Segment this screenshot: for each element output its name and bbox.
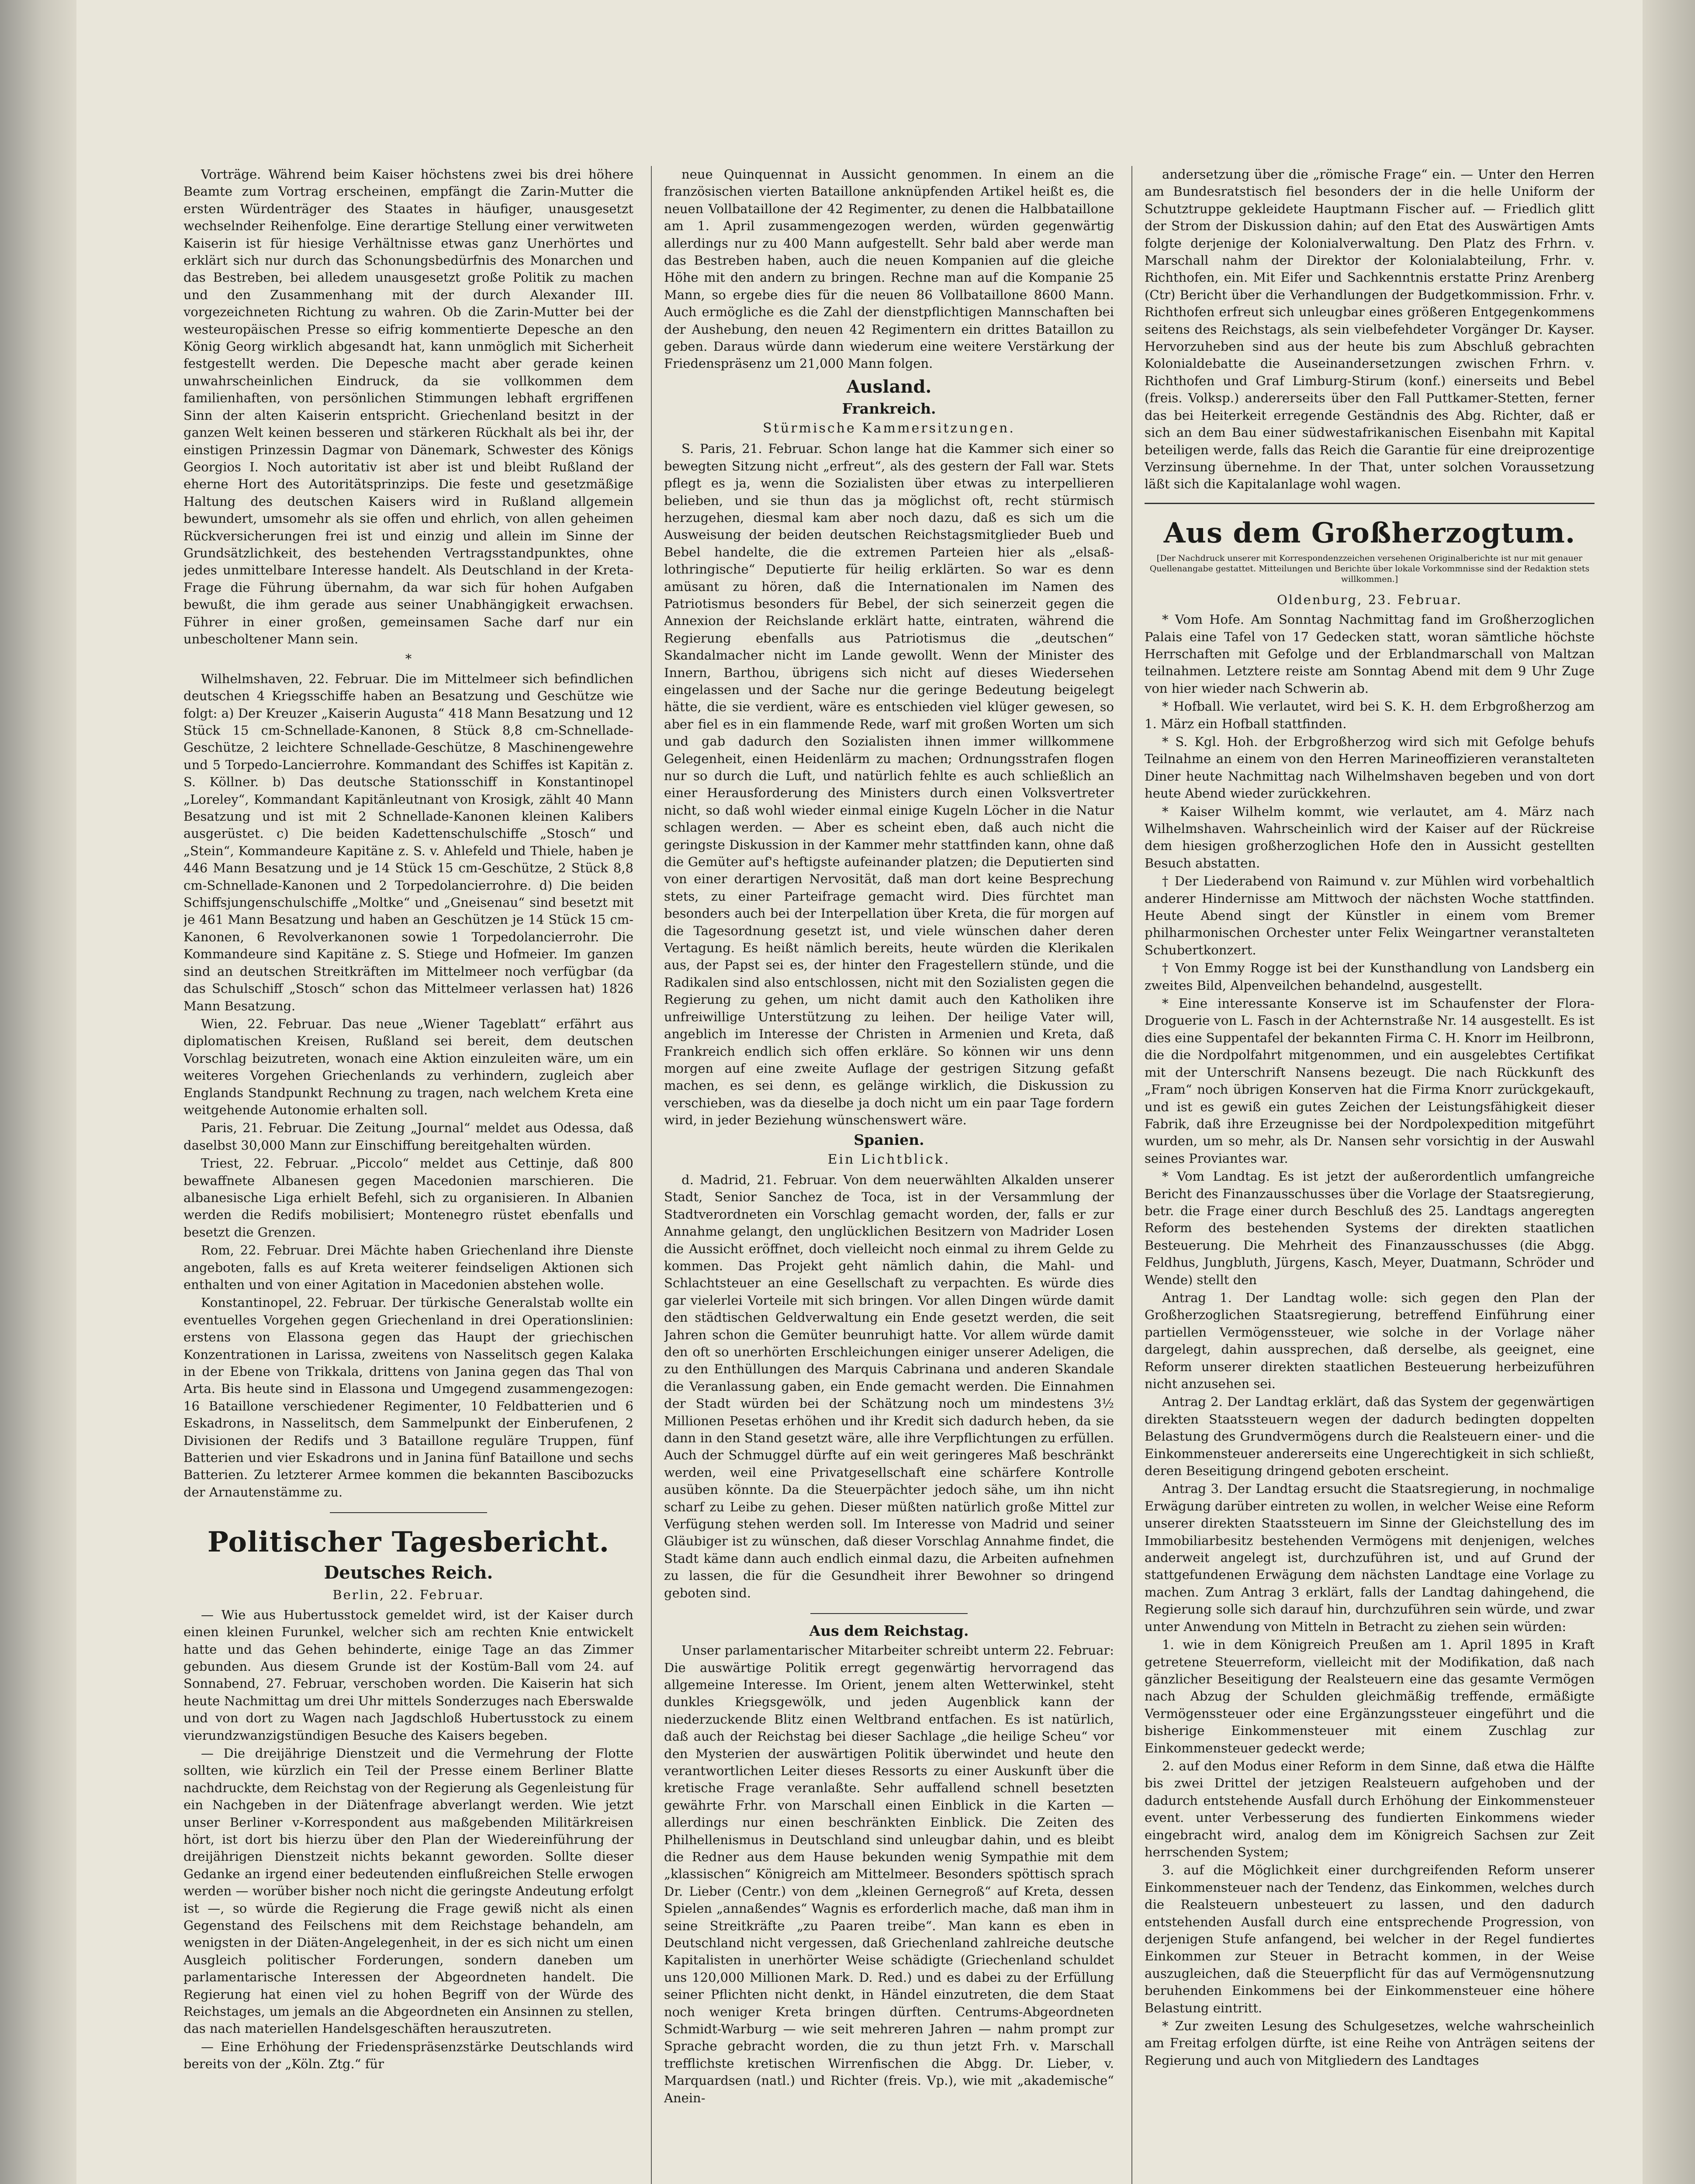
article-paragraph: 1. wie in dem Königreich Preußen am 1. April 1895 in Kraft getretene Steuerreform, vielleicht mit der Modifikation, daß nach gänzlicher Beseitigung der Realsteuern eine das gesamte Vermögen nach Abzug der Schulden gleichmäßig treffende, ermäßigte Vermögenssteuer oder eine Ergänzungssteuer eingeführt und die bisherige Einkommensteuer mit einem Zuschlag zur Einkommensteuer gedeckt werde; <box>1145 1637 1595 1755</box>
article-paragraph: Triest, 22. Februar. „Piccolo“ meldet aus Cettinje, daß 800 bewaffnete Albanesen gegen Macedonien marschieren. Die albanesische Liga erhielt Befehl, sich zu organisieren. In Albanien werden die Redifs mobilisiert; Montenegro rüstet ebenfalls und besetzt die Grenzen. <box>183 1156 633 1240</box>
article-paragraph: * Vom Hofe. Am Sonntag Nachmittag fand im Großherzoglichen Palais eine Tafel von 17 Gedecken statt, woran sämtliche höchste Herrschaften mit Gefolge und der Erblandmarschall von Maltzan teilnahmen. Letztere reiste am Sonntag Abend mit dem 9 Uhr Zuge von hier wieder nach Schwerin ab. <box>1145 612 1595 696</box>
article-headline: Ein Lichtblick. <box>827 1151 951 1167</box>
column-rule <box>1131 166 1132 2184</box>
section-heading: Politischer Tagesbericht. <box>207 1526 610 1559</box>
section-heading-reichstag: Aus dem Reichstag. <box>809 1622 969 1640</box>
article-headline: Stürmische Kammersitzungen. <box>763 420 1015 436</box>
article-paragraph: — Wie aus Hubertusstock gemeldet wird, ist der Kaiser durch einen kleinen Furunkel, welcher sich am rechten Knie entwickelt hatte und das Gehen behinderte, einige Tage an das Zimmer gebunden. Aus diesem Grunde ist der Kostüm-Ball vom 24. auf Sonnabend, 27. Februar, verschoben worden. Die Kaiserin hat sich heute Nachmittag um drei Uhr mittels Sonderzuges nach Eberswalde und von dort zu Wagen nach Jagdschloß Hubertusstock zu einem vierundzwanzigstündigen Besuche des Kaisers begeben. <box>183 1607 633 1743</box>
article-paragraph: Rom, 22. Februar. Drei Mächte haben Griechenland ihre Dienste angeboten, falls es auf Kreta weiterer feindseligen Aktionen sich enthalten und von einer Agitation in Macedonien abstehen wolle. <box>183 1243 633 1292</box>
subsection-heading-spanien: Spanien. <box>854 1131 924 1148</box>
article-paragraph: 2. auf den Modus einer Reform in dem Sinne, daß etwa die Hälfte bis zwei Drittel der jetzigen Realsteuern aufgehoben und der dadurch entstehende Ausfall durch Erhöhung der Einkommensteuer event. unter Verbesserung des fundierten Einkommens wieder eingebracht wird, analog dem im Königreich Sachsen zur Zeit herrschenden System; <box>1145 1758 1595 1859</box>
page-edge <box>1643 0 1695 2184</box>
column-middle <box>664 166 1114 2184</box>
article-paragraph: Konstantinopel, 22. Februar. Der türkische Generalstab wollte ein eventuelles Vorgehen gegen Griechenland in drei Operationslinien: erstens von Elassona gegen das Haupt der griechischen Konzentrationen in Larissa, zweitens von Nasselitsch gegen Kalaka in der Ebene von Trikkala, drittens von Janina gegen das Thal von Arta. Bis heute sind in Elassona und Umgegend zusammengezogen: 16 Bataillone verschiedener Regimenter, 10 Feldbatterien und 6 Eskadrons, in Nasselitsch, dem Sammelpunkt der Einberufenen, 2 Divisionen der Redifs und 3 Bataillone reguläre Truppen, fünf Batterien und vier Eskadrons und in Janina fünf Bataillone und sechs Batterien. Zu letzterer Armee kommen die bekannten Bascibozucks der Arnautenstämme zu. <box>183 1295 633 1500</box>
article-paragraph: Antrag 3. Der Landtag ersucht die Staatsregierung, in nochmalige Erwägung darüber eintreten zu wollen, in welcher Weise eine Reform unserer direkten Staatssteuern im Sinne der Gleichstellung des im Immobiliarbesitz bestehenden Vermögens mit denjenigen, welches anderweit angelegt ist, durchzuführen ist, und auf Grund der stattgefundenen Erwägung dem nächsten Landtage eine Vorlage zu machen. Zum Antrag 3 erklärt, falls der Landtag dahingehend, die Regierung solle sich darauf hin, durchzuführen sein würde, und zwar unter Anwendung von Mitteln in Betracht zu ziehen sein würden: <box>1145 1481 1595 1634</box>
book-binding-edge <box>0 0 76 2184</box>
article-paragraph: * Zur zweiten Lesung des Schulgesetzes, welche wahrscheinlich am Freitag erfolgen dürfte, ist eine Reihe von Anträgen seitens der Regierung und auch von Mitgliedern des Landtages <box>1145 2018 1595 2068</box>
subsection-heading-frankreich: Frankreich. <box>842 400 936 417</box>
article-paragraph: Unser parlamentarischer Mitarbeiter schreibt unterm 22. Februar: Die auswärtige Politik erregt gegenwärtig hervorragend das allgemeine Interesse. Im Orient, jenem alten Wetterwinkel, steht dunkles Kriegsgewölk, und jeden Augenblick kann der niederzuckende Blitz einen Weltbrand entfachen. Es ist natürlich, daß auch der Reichstag bei dieser Sachlage „die heilige Scheu“ vor den Mysterien der auswärtigen Politik überwindet und heute den verantwortlichen Leiter dieses Ressorts zu einer Auskunft über die kretische Frage veranlaßte. Sehr auffallend schnell besetzten gewährte Frhr. von Marschall einen Einblick in die Karten — allerdings nur einen beschränkten Einblick. Die Zeiten des Philhellenismus in Deutschland sind unleugbar dahin, und es bleibt die Redner aus dem Hause bekunden wenig Sympathie mit dem „klassischen“ Königreich am Mittelmeer. Besonders spöttisch sprach Dr. Lieber (Centr.) von dem „kleinen Gernegroß“ auf Kreta, dessen Spielen „annaßendes“ Wagnis es erforderlich mache, daß man ihm in seine Streitkräfte „zu Paaren treibe“. Man kann es eben in Deutschland nicht vergessen, daß Griechenland zahlreiche deutsche Kapitalisten in unerhörter Weise schädigte (Griechenland schuldet uns 120,000 Millionen Mark. D. Red.) und es dabei zu der Erfüllung seiner Pflichten nicht denkt, in Händel einzutreten, die dem Staat noch weniger Kreta bringen dürften. Centrums-Abgeordneten Schmidt-Warburg — wie seit mehreren Jahren — nahm prompt zur Sprache gebracht worden, die zu thun jetzt Frh. v. Marschall trefflichste kretischen Wirrenfischen die Abgg. Dr. Lieber, v. Marquardsen (natl.) und Richter (freis. Vp.), wie mit „akademische“ Anein- <box>664 1643 1114 2105</box>
article-paragraph: Wien, 22. Februar. Das neue „Wiener Tageblatt“ erfährt aus diplomatischen Kreisen, Rußland sei bereit, dem deutschen Vorschlag beizutreten, wonach eine Aktion einzuleiten wäre, um ein weiteres Vorgehen Griechenlands zu verhindern, zugleich aber Englands Standpunkt Rechnung zu tragen, nach welchem Kreta eine weitgehende Autonomie erhalten soll. <box>183 1016 633 1117</box>
article-paragraph: neue Quinquennat in Aussicht genommen. In einem an die französischen vierten Bataillone anknüpfenden Artikel heißt es, die neuen Vollbataillone der 42 Regimenter, zu denen die Halbbataillone am 1. April zusammengezogen werden, würden gegenwärtig allerdings nur zu 400 Mann aufgestellt. Sehr bald aber werde man das Bestreben haben, auch die neuen Kompanien auf die gleiche Höhe mit den andern zu bringen. Rechne man auf die Kompanie 25 Mann, so ergebe dies für die neuen 86 Vollbataillone 8600 Mann. Auch ermögliche es die Zahl der dienstpflichtigen Mannschaften bei der Aushebung, den neuen 42 Regimentern ein drittes Bataillon zu geben. Daraus würde dann wiederum eine weitere Verstärkung der Friedenspräsenz um 21,000 Mann folgen. <box>664 167 1114 371</box>
article-paragraph: S. Paris, 21. Februar. Schon lange hat die Kammer sich einer so bewegten Sitzung nicht „erfreut“, als des gestern der Fall war. Stets pflegt es ja, wenn die Sozialisten über etwas zu interpellieren belieben, und sie thun das ja möglichst oft, recht stürmisch herzugehen, diesmal kam aber noch dazu, daß es sich um die Ausweisung der beiden deutschen Reichstagsmitglieder Bueb und Bebel handelte, die die extremen Parteien hier als „elsaß-lothringische“ Deputierte für heilig erklärten. So war es denn amüsant zu hören, daß die Internationalen im Namen des Patriotismus besonders für Bebel, der sich seinerzeit gegen die Annexion der Reichslande erklärt hatte, eintraten, während die Regierung ebenfalls aus Patriotismus die „deutschen“ Skandalmacher nicht im Lande gewollt. Wenn der Minister des Innern, Barthou, übrigens sich nicht auf dieses Wiedersehen eingelassen und der Sache nur die geringe Bedeutung beigelegt hätte, die sie verdient, wäre es entschieden viel klüger gewesen, so aber fiel es in ein flammende Rede, warf mit großen Worten um sich und gab dadurch den Sozialisten ihnen immer willkommene Gelegenheit, einen Heidenlärm zu machen; Ordnungsstrafen flogen nur so durch die Luft, und natürlich fehlte es auch schließlich an einer Herausforderung des Ministers durch einen Volksvertreter nicht, so daß wohl wieder einmal einige Kugeln Löcher in die Natur schlagen werden. — Aber es scheint eben, daß auch nicht die geringste Diskussion in der Kammer mehr stattfinden kann, ohne daß die Gemüter auf's heftigste aufeinander platzen; die Deputierten sind von einer derartigen Nervosität, daß man dort keine Besprechung stets, zu einer Parteifrage gemacht wird. Dies fürchtet man besonders auch bei der Interpellation über Kreta, die für morgen auf die Tagesordnung gesetzt ist, und viele wünschen daher deren Vertagung. Es heißt nämlich bereits, heute würden die Klerikalen aus, der Papst sei es, der hinter den Fragestellern stünde, und die Radikalen sind also entschlossen, nicht mit den Sozialisten gegen die Regierung zu gehen, um nicht damit auch den Katholiken ihre unfreiwillige Unterstützung zu leihen. Der heilige Vater will, angeblich im Interesse der Christen in Armenien und Kreta, daß Frankreich endlich sich offen erkläre. So können wir uns denn morgen auf eine zweite Auflage der gestrigen Sitzung gefaßt machen, es sei denn, es gelänge wirklich, die Diskussion zu verschieben, was da dieselbe ja doch nicht um ein paar Tage fordern wird, in jeder Beziehung wünschenswert wäre. <box>664 441 1114 1128</box>
article-paragraph: — Eine Erhöhung der Friedenspräsenzstärke Deutschlands wird bereits von der „Köln. Ztg.“ für <box>183 2039 633 2072</box>
column-rule <box>651 166 652 2184</box>
column-left <box>183 166 633 2184</box>
article-paragraph: * Eine interessante Konserve ist im Schaufenster der Flora-Droguerie von L. Fasch in der Achternstraße Nr. 14 ausgestellt. Es ist dies eine Suppentafel der bekannten Firma C. H. Knorr im Heilbronn, die die Nordpolfahrt mitgenommen, und ein ausgelebtes Certifikat mit der Unterschrift Nansens bezeugt. Die nach Rückkunft des „Fram“ noch übrigen Konserven hat die Firma Knorr zurückgekauft, und ist es gewiß ein gutes Zeichen der Leistungsfähigkeit dieser Fabrik, daß ihre Erzeugnisse bei der Nordpolexpedition mitgeführt wurden, um so mehr, als Dr. Nansen sehr vorsichtig in der Auswahl seines Proviantes war. <box>1145 996 1595 1166</box>
article-paragraph: * Hofball. Wie verlautet, wird bei S. K. H. dem Erbgroßherzog am 1. März ein Hofball stattfinden. <box>1145 699 1595 731</box>
dateline: Berlin, 22. Februar. <box>332 1587 484 1603</box>
section-divider <box>330 1512 487 1513</box>
separator-star: * <box>405 651 412 667</box>
article-paragraph: andersetzung über die „römische Frage“ ein. — Unter den Herren am Bundesratstisch fiel besonders der in die helle Uniform der Schutztruppe gekleidete Hauptmann Fischer auf. — Friedlich glitt der Strom der Diskussion dahin; auf den Etat des Auswärtigen Amts folgte derjenige der Kolonialverwaltung. Den Platz des Frhrn. v. Marschall nahm der Direktor der Kolonialabteilung, Frhr. v. Richthofen, ein. Mit Eifer und Sachkenntnis erstatte Prinz Arenberg (Ctr) Bericht über die Verhandlungen der Budgetkommission. Frhr. v. Richthofen erfreut sich unleugbar eines größeren Entgegenkommens seitens des Reichstags, als sein vielbefehdeter Vorgänger Dr. Kayser. Hervorzuheben sind aus der heute bis zum Abschluß gebrachten Kolonialdebatte die Auseinandersetzungen zwischen Frhrn. v. Richthofen und Graf Limburg-Stirum (konf.) einerseits und Bebel (freis. Volksp.) andererseits über den Fall Puttkamer-Stetten, ferner das bei Heiterkeit erregende Geständnis des Abg. Richter, daß er sich an dem Bau einer südwestafrikanischen Eisenbahn mit Kapital beteiligen werde, falls das Reich die Garantie für eine dreiprozentige Verzinsung übernehme. In der That, unter solchen Voraussetzung läßt sich die Kapitalanlage wohl wagen. <box>1145 167 1595 492</box>
article-paragraph: 3. auf die Möglichkeit einer durchgreifenden Reform unserer Einkommensteuer nach der Tendenz, das Einkommen, welches durch die Realsteuern unbesteuert zu lassen, und den dadurch entstehenden Ausfall durch eine entsprechende Progression, von derjenigen Stufe anfangend, bei welcher in der Regel fundiertes Einkommen zur Steuer in Betracht kommen, in der Weise auszugleichen, daß die Steuerpflicht für das auf Vermögensnutzung beruhenden Einkommens bei der Einkommensteuer eine höhere Belastung eintritt. <box>1145 1863 1595 2015</box>
section-divider <box>810 1613 968 1614</box>
article-paragraph: † Von Emmy Rogge ist bei der Kunsthandlung von Landsberg ein zweites Bild, Alpenveilchen behandelnd, ausgestellt. <box>1145 961 1595 993</box>
article-paragraph: Antrag 2. Der Landtag erklärt, daß das System der gegenwärtigen direkten Staatssteuern wegen der dadurch bedingten doppelten Belastung des Grundvermögens durch die Realsteuern einer- und die Einkommensteuer andererseits eine Ungerechtigkeit in sich schließt, deren Beseitigung dringend geboten erscheint. <box>1145 1394 1595 1479</box>
article-paragraph: * Vom Landtag. Es ist jetzt der außerordentlich umfangreiche Bericht des Finanzausschusses über die Vorlage der Staatsregierung, betr. die Frage einer durch Beschluß des 25. Landtags angeregten Reform des bestehenden Systems der direkten staatlichen Besteuerung. Die Mehrheit des Finanzausschusses (die Abgg. Feldhus, Jungbluth, Jürgens, Kasch, Meyer, Duatmann, Schröder und Wende) stellt den <box>1145 1169 1595 1287</box>
section-heading: Aus dem Großherzogtum. <box>1163 516 1576 549</box>
article-paragraph: Vorträge. Während beim Kaiser höchstens zwei bis drei höhere Beamte zum Vortrag erscheinen, empfängt die Zarin-Mutter die ersten Würdenträger des Staates in häufiger, unausgesetzt wechselnder Reihenfolge. Eine derartige Stellung einer verwitweten Kaiserin ist für hiesige Verhältnisse etwas ganz Unerhörtes und erklärt sich nur durch das Schonungsbedürfnis des Monarchen und das Bestreben, bei alledem unausgesetzt große Politik zu machen und den Zusammenhang mit der durch Alexander III. vorgezeichneten Richtung zu wahren. Ob die Zarin-Mutter bei der westeuropäischen Presse so eifrig kommentierte Depesche an den König Georg wirklich abgesandt hat, kann unmöglich mit Sicherheit festgestellt werden. Die Depesche macht aber gerade keinen unwahrscheinlichen Eindruck, da sie vollkommen dem familienhaften, von persönlichen Stimmungen lebhaft ergriffenen Sinn der alten Kaiserin entspricht. Griechenland besitzt in der ganzen Welt keinen besseren und stärkeren Rückhalt als bei ihr, der einstigen Prinzessin Dagmar von Dänemark, Schwester des Königs Georgios I. Noch autoritativ ist aber ist und bleibt Rußland der eherne Hort des Autoritätsprinzips. Die feste und gesetzmäßige Haltung des deutschen Kaisers wird in Rußland allgemein bewundert, umsomehr als sie offen und ehrlich, von allen geheimen Rückversicherungen frei ist und einzig und allein im Sinne der Grundsätzlichkeit, des bestehenden Vertragsstandpunktes, ohne jedes unmittelbare Interesse handelt. Als Deutschland in der Kreta-Frage die Führung übernahm, da war sich für hohen Aufgaben bewußt, die ihm gerade aus seiner Unabhängigkeit erwachsen. Führer in einer großen, gemeinsamen Sache darf nur ein unbescholtener Mann sein. <box>183 167 633 646</box>
article-paragraph: Wilhelmshaven, 22. Februar. Die im Mittelmeer sich befindlichen deutschen 4 Kriegsschiffe haben an Besatzung und Geschütze wie folgt: a) Der Kreuzer „Kaiserin Augusta“ 418 Mann Besatzung und 12 Stück 15 cm-Schnellade-Kanonen, 8 Stück 8,8 cm-Schnellade-Geschütze, 2 leichtere Schnellade-Geschütze, 8 Maschinengewehre und 5 Torpedo-Lancierrohre. Kommandant des Schiffes ist Kapitän z. S. Köllner. b) Das deutsche Stationsschiff in Konstantinopel „Loreley“, Kommandant Kapitänleutnant von Krosigk, zählt 40 Mann Besatzung und ist mit 2 Schnellade-Kanonen kleinen Kalibers ausgerüstet. c) Die beiden Kadettenschulschiffe „Stosch“ und „Stein“, Kommandeure Kapitäne z. S. v. Ahlefeld und Thiele, haben je 446 Mann Besatzung und je 14 Stück 15 cm-Geschütze, 2 Stück 8,8 cm-Schnellade-Kanonen und 2 Torpedolancierrohre. d) Die beiden Schiffsjungenschulschiffe „Moltke“ und „Gneisenau“ sind besetzt mit je 461 Mann Besatzung und haben an Geschützen je 14 Stück 15 cm-Kanonen, 6 Revolverkanonen sowie 1 Torpedolancierrohr. Die Kommandeure sind Kapitäne z. S. Stiege und Hofmeier. Im ganzen sind an deutschen Streitkräften im Mittelmeer noch verfügbar (da das Schulschiff „Stosch“ schon das Mittelmeer verlassen hat) 1826 Mann Besatzung. <box>183 671 633 1013</box>
subsection-heading: Deutsches Reich. <box>324 1562 493 1583</box>
reprint-notice: [Der Nachdruck unserer mit Korrespondenzzeichen versehenen Originalberichte ist nur mit genauer Quellenangabe gestattet. Mitteilungen und Berichte über lokale Vorkommnisse sind der Redaktion stets willkommen.] <box>1149 553 1590 584</box>
article-paragraph: * S. Kgl. Hoh. der Erbgroßherzog wird sich mit Gefolge behufs Teilnahme an einem von den Herren Marineoffizieren veranstalteten Diner heute Nachmittag nach Wilhelmshaven begeben und von dort heute Abend wieder zurückkehren. <box>1145 734 1595 801</box>
dateline: Oldenburg, 23. Februar. <box>1277 592 1462 607</box>
section-heading-ausland: Ausland. <box>846 376 932 397</box>
article-paragraph: † Der Liederabend von Raimund v. zur Mühlen wird vorbehaltlich anderer Hindernisse am Mittwoch der nächsten Woche stattfinden. Heute Abend singt der Künstler in einem vom Bremer philharmonischen Orchester unter Felix Weingartner veranstalteten Schubertkonzert. <box>1145 874 1595 957</box>
section-divider <box>1145 503 1595 504</box>
column-right <box>1145 166 1595 2184</box>
article-paragraph: Antrag 1. Der Landtag wolle: sich gegen den Plan der Großherzoglichen Staatsregierung, betreffend Einführung einer partiellen Vermögenssteuer, wie solche in der Vorlage näher dargelegt, dahin aussprechen, daß derselbe, als geeignet, eine Reform unserer direkten staatlichen Besteuerung herbeizuführen nicht anzusehen sei. <box>1145 1290 1595 1391</box>
article-paragraph: d. Madrid, 21. Februar. Von dem neuerwählten Alkalden unserer Stadt, Senior Sanchez de Toca, ist in der Versammlung der Stadtverordneten ein Vorschlag gemacht worden, der, falls er zur Annahme gelangt, den unglücklichen Besitzern von Madrider Losen die Aussicht eröffnet, doch vielleicht noch einmal zu ihrem Gelde zu kommen. Das Projekt geht nämlich dahin, die Mahl- und Schlachtsteuer an eine Gesellschaft zu verpachten. Es würde dies gar vielerlei Vorteile mit sich bringen. Vor allen Dingen würde damit den städtischen Geldverwaltung ein Ende gesetzt werden, die seit Jahren schon die Gemüter beunruhigt hatte. Vor allem würde damit den oft so unerhörten Erschleichungen einiger unserer Adeligen, die zu den Enthüllungen des Marquis Cabrinana und anderen Skandale die Veranlassung gaben, ein Ende gemacht werden. Die Einnahmen der Stadt würden bei der Schätzung noch um mindestens 3½ Millionen Pesetas erhöhen und ihr Kredit sich dadurch heben, da sie dann in den Stand gesetzt wäre, alle ihre Verpflichtungen zu erfüllen. Auch der Schmuggel dürfte auf ein weit geringeres Maß beschränkt werden, weil eine Privatgesellschaft eine schärfere Kontrolle ausüben könnte. Da die Steuerpächter jedoch sähe, um ihn nicht scharf zu Leibe zu gehen. Dieser müßten natürlich große Mittel zur Verfügung stehen werden soll. Im Interesse von Madrid und seiner Gläubiger ist zu wünschen, daß dieser Vorschlag Annahme findet, die Stadt käme dann auch endlich einmal dazu, die Arbeiten aufnehmen zu lassen, die für die Gesundheit ihrer Bewohner so dringend geboten sind. <box>664 1172 1114 1600</box>
article-paragraph: * Kaiser Wilhelm kommt, wie verlautet, am 4. März nach Wilhelmshaven. Wahrscheinlich wird der Kaiser auf der Rückreise dem hiesigen großherzoglichen Hofe den in Aussicht gestellten Besuch abstatten. <box>1145 804 1595 871</box>
article-paragraph: — Die dreijährige Dienstzeit und die Vermehrung der Flotte sollten, wie kürzlich ein Teil der Presse einem Berliner Blatte nachdruckte, dem Reichstag von der Regierung als Gegenleistung für ein Nachgeben in der Diätenfrage abverlangt werden. Wie jetzt unser Berliner v-Korrespondent aus maßgebenden Militärkreisen hört, ist dort bis hierzu über den Plan der Wiedereinführung der dreijährigen Dienstzeit nichts bekannt geworden. Sollte dieser Gedanke an irgend einer bedeutenden einflußreichen Stelle erwogen werden — worüber bisher noch nicht die geringste Andeutung erfolgt ist —, so würde die Regierung die Frage gewiß nicht als einen Gegenstand des Feilschens mit dem Reichstage behandeln, am wenigsten in der Diäten-Angelegenheit, in der es sich nicht um einen Ausgleich politischer Forderungen, sondern daneben um parlamentarische Interessen der Abgeordneten handelt. Die Regierung hat einen viel zu hohen Begriff von der Würde des Reichstages, um jemals an die Abgeordneten ein Ansinnen zu stellen, das nach materiellen Handelsgeschäften herauszutreten. <box>183 1745 633 2036</box>
article-paragraph: Paris, 21. Februar. Die Zeitung „Journal“ meldet aus Odessa, daß daselbst 30,000 Mann zur Einschiffung bereitgehalten würden. <box>183 1120 633 1153</box>
